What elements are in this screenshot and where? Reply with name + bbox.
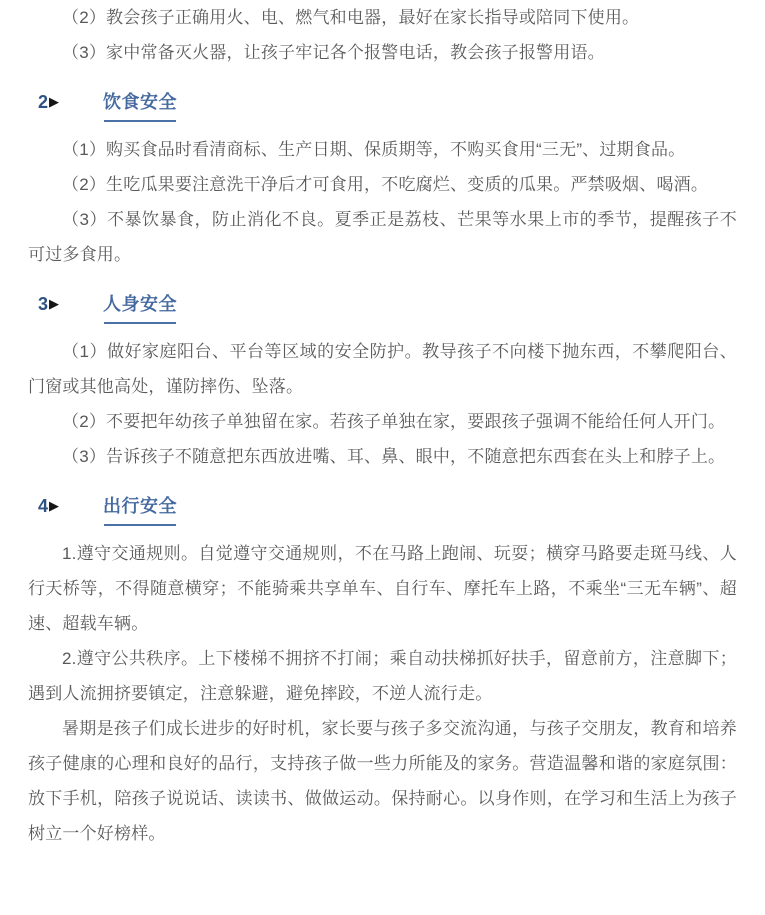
body-paragraph: （1）购买食品时看清商标、生产日期、保质期等，不购买食用“三无”、过期食品。 bbox=[62, 140, 686, 159]
section-heading-travel-safety bbox=[28, 495, 737, 526]
section-number: 2 bbox=[38, 92, 49, 112]
section-number: 3 bbox=[38, 294, 49, 314]
triangle-marker-icon: ▶ bbox=[49, 498, 60, 513]
section-title: 人身安全 bbox=[103, 293, 177, 324]
intro-paragraph: （2）教会孩子正确用火、电、燃气和电器，最好在家长指导或陪同下使用。 bbox=[62, 8, 640, 27]
body-paragraph: （3）不暴饮暴食，防止消化不良。夏季正是荔枝、芒果等水果上市的季节，提醒孩子不可过多食用。 bbox=[28, 210, 737, 264]
body-paragraph: （3）告诉孩子不随意把东西放进嘴、耳、鼻、眼中，不随意把东西套在头上和脖子上。 bbox=[62, 447, 726, 466]
body-paragraph: （2）不要把年幼孩子单独留在家。若孩子单独在家，要跟孩子强调不能给任何人开门。 bbox=[62, 412, 726, 431]
section-heading-food-safety bbox=[28, 91, 737, 122]
triangle-marker-icon: ▶ bbox=[49, 94, 60, 109]
body-paragraph: 1.遵守交通规则。自觉遵守交通规则，不在马路上跑闹、玩耍；横穿马路要走斑马线、人行天桥等，不得随意横穿；不能骑乘共享单车、自行车、摩托车上路，不乘坐“三无车辆”、超速、超载车辆。 bbox=[28, 544, 737, 633]
body-paragraph: 暑期是孩子们成长进步的好时机，家长要与孩子多交流沟通，与孩子交朋友，教育和培养孩子健康的心理和良好的品行，支持孩子做一些力所能及的家务。营造温馨和谐的家庭氛围：放下手机，陪孩子说说话、读读书、做做运动。保持耐心。以身作则，在学习和生活上为孩子树立一个好榜样。 bbox=[28, 719, 737, 843]
body-paragraph: （1）做好家庭阳台、平台等区域的安全防护。教导孩子不向楼下抛东西，不攀爬阳台、门窗或其他高处，谨防摔伤、坠落。 bbox=[28, 342, 737, 396]
section-heading-personal-safety bbox=[28, 293, 737, 324]
triangle-marker-icon: ▶ bbox=[49, 296, 60, 311]
section-title: 饮食安全 bbox=[103, 91, 177, 122]
section-number: 4 bbox=[38, 496, 49, 516]
section-title: 出行安全 bbox=[103, 495, 177, 526]
body-paragraph: （2）生吃瓜果要注意洗干净后才可食用，不吃腐烂、变质的瓜果。严禁吸烟、喝酒。 bbox=[62, 175, 709, 194]
intro-paragraph: （3）家中常备灭火器，让孩子牢记各个报警电话，教会孩子报警用语。 bbox=[62, 43, 605, 62]
body-paragraph: 2.遵守公共秩序。上下楼梯不拥挤不打闹；乘自动扶梯抓好扶手，留意前方，注意脚下；遇到人流拥挤要镇定，注意躲避，避免摔跤，不逆人流行走。 bbox=[28, 649, 737, 703]
